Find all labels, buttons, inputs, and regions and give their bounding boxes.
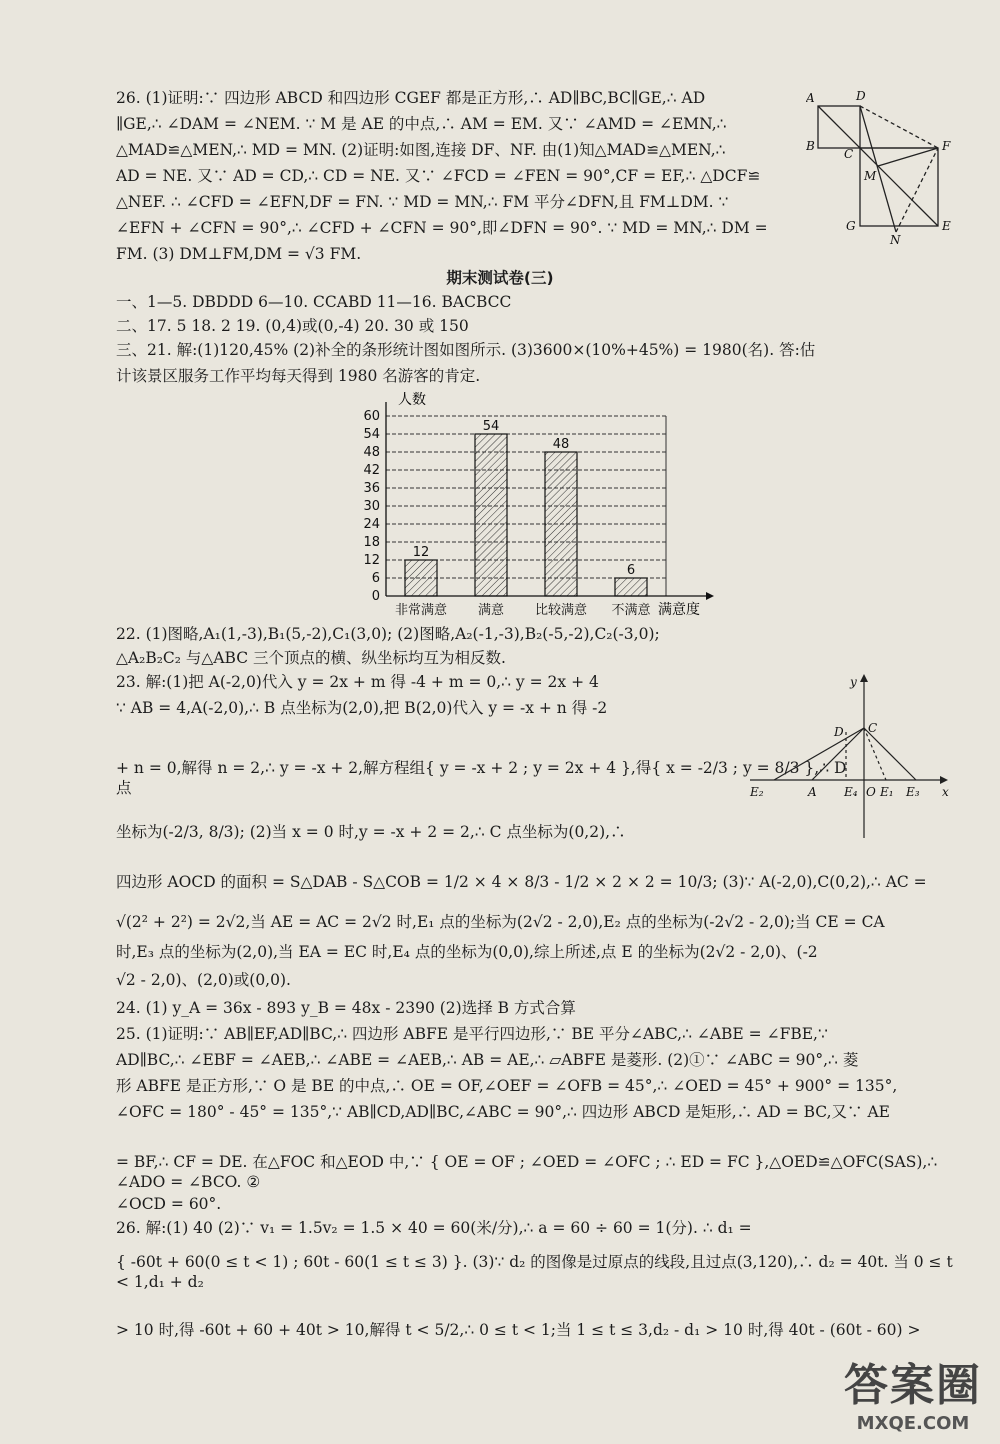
q22-line-2: △A₂B₂C₂ 与△ABC 三个顶点的横、纵坐标均互为相反数. [116,649,506,667]
label-x: x [942,785,949,799]
q25-line-5: = BF,∴ CF = DE. 在△FOC 和△EOD 中,∵ { OE = OF ; ∠OED = ∠OFC ; ∴ ED = FC },△OED≌△OFC(SAS),∴ ∠ADO = ∠BCO. ② [116,1153,938,1191]
label-E: E [942,219,951,233]
chart-x-label: 满意度 [658,602,700,618]
label-G: G [846,219,856,233]
q23-line-1: 23. 解:(1)把 A(-2,0)代入 y = 2x + m 得 -4 + m = 0,∴ y = 2x + 4 [116,673,599,691]
watermark-title: 答案圈 [844,1360,982,1411]
label-E3: E₃ [906,785,920,799]
category-label: 非常满意 [394,603,448,618]
coordinate-figure [746,670,956,840]
q25-line-3: 形 ABFE 是正方形,∵ O 是 BE 的中点,∴ OE = OF,∠OEF = ∠OFB = 45°,∴ ∠OED = 45° + 900° = 135°, [116,1077,898,1095]
q26-proof-line-7: FM. (3) DM⊥FM,DM = √3 FM. [116,245,362,263]
bar [405,560,437,596]
label-E1: E₁ [880,785,894,799]
y-tick-label: 30 [363,499,380,514]
q26-proof-line-1: 26. (1)证明:∵ 四边形 ABCD 和四边形 CGEF 都是正方形,∴ AD∥BC,BC∥GE,∴ AD [116,89,706,107]
q23-line-8: √2 - 2,0)、(2,0)或(0,0). [116,971,291,989]
q25-line-1: 25. (1)证明:∵ AB∥EF,AD∥BC,∴ 四边形 ABFE 是平行四边形,∵ BE 平分∠ABC,∴ ∠ABE = ∠FBE,∵ [116,1025,828,1043]
label-E4: E₄ [844,785,858,799]
bar-value-label: 48 [552,437,570,452]
category-label: 不满意 [611,603,651,618]
y-tick-label: 24 [363,517,380,532]
q23-line-5: 四边形 AOCD 的面积 = S△DAB - S△COB = 1/2 × 4 × 8/3 - 1/2 × 2 × 2 = 10/3; (3)∵ A(-2,0),C(0,2),∴ AC = [116,873,927,891]
q25-line-6: ∠OCD = 60°. [116,1195,222,1213]
y-tick-label: 0 [371,589,380,604]
q22-line-1: 22. (1)图略,A₁(1,-3),B₁(5,-2),C₁(3,0); (2)图略,A₂(-1,-3),B₂(-5,-2),C₂(-3,0); [116,625,660,643]
bar [545,452,577,596]
category-label: 比较满意 [534,603,588,618]
q23-line-6: √(2² + 2²) = 2√2,当 AE = AC = 2√2 时,E₁ 点的坐标为(2√2 - 2,0),E₂ 点的坐标为(-2√2 - 2,0);当 CE = CA [116,913,885,931]
q26-proof-line-4: AD = NE. 又∵ AD = CD,∴ CD = NE. 又∵ ∠FCD = ∠FEN = 90°,CF = EF,∴ △DCF≌ [116,167,761,185]
y-tick-label: 48 [363,445,380,460]
exam-title: 期末测试卷(三) [446,269,554,287]
label-E2: E₂ [750,785,764,799]
label-D2: D [834,725,844,739]
x-axis-arrow [706,592,714,600]
y-tick-label: 12 [363,553,380,568]
chart-y-label: 人数 [398,392,426,408]
watermark-logo [844,1349,982,1434]
label-A2: A [808,785,817,799]
y-tick-label: 42 [363,463,380,478]
q25-line-4: ∠OFC = 180° - 45° = 135°,∵ AB∥CD,AD∥BC,∠ABC = 90°,∴ 四边形 ABCD 是矩形,∴ AD = BC,又∵ AE [116,1103,890,1121]
label-M: M [864,169,877,183]
choice-answers: 一、1—5. DBDDD 6—10. CCABD 11—16. BACBCC [116,293,512,311]
watermark-url: MXQE.COM [856,1413,970,1434]
q26-proof-line-2: ∥GE,∴ ∠DAM = ∠NEM. ∵ M 是 AE 的中点,∴ AM = EM. 又∵ ∠AMD = ∠EMN,∴ [116,115,727,133]
y-tick-label: 36 [363,481,380,496]
bar [475,434,507,596]
y-tick-label: 60 [363,409,380,424]
label-N: N [890,233,901,244]
y-tick-label: 6 [371,571,380,586]
q23-line-2: ∵ AB = 4,A(-2,0),∴ B 点坐标为(2,0),把 B(2,0)代入 y = -x + n 得 -2 [116,699,608,717]
q21-line-1: 三、21. 解:(1)120,45% (2)补全的条形统计图如图所示. (3)3600×(10%+45%) = 1980(名). 答:估 [116,341,816,359]
q23-line-3: + n = 0,解得 n = 2,∴ y = -x + 2,解方程组{ y = -x + 2 ; y = 2x + 4 },得{ x = -2/3 ; y = 8/3 },∴ D 点 [116,759,847,797]
q21-line-2: 计该景区服务工作平均每天得到 1980 名游客的肯定. [116,367,481,385]
label-C2: C [868,721,878,735]
q26-proof-line-3: △MAD≌△MEN,∴ MD = MN. (2)证明:如图,连接 DF、NF. 由(1)知△MAD≌△MEN,∴ [116,141,726,159]
label-A: A [806,91,815,105]
q25-line-2: AD∥BC,∴ ∠EBF = ∠AEB,∴ ∠ABE = ∠AEB,∴ AB = AE,∴ ▱ABFE 是菱形. (2)①∵ ∠ABC = 90°,∴ 菱 [116,1051,859,1069]
label-B: B [806,139,815,153]
bar [615,578,647,596]
square-geometry-figure [806,84,960,244]
y-tick-label: 18 [363,535,380,550]
q26-proof-line-6: ∠EFN + ∠CFN = 90°,∴ ∠CFD + ∠CFN = 90°,即∠DFN = 90°. ∵ MD = MN,∴ DM = [116,219,768,237]
fill-answers: 二、17. 5 18. 2 19. (0,4)或(0,-4) 20. 30 或 150 [116,317,469,335]
label-y: y [850,675,857,689]
bar-value-label: 12 [412,545,430,560]
q26-line-3: > 10 时,得 -60t + 60 + 40t > 10,解得 t < 5/2,∴ 0 ≤ t < 1;当 1 ≤ t ≤ 3,d₂ - d₁ > 10 时,得 40t - (60t - 60) > [116,1321,921,1339]
label-D: D [856,89,866,103]
q26-line-2: { -60t + 60(0 ≤ t < 1) ; 60t - 60(1 ≤ t ≤ 3) }. (3)∵ d₂ 的图像是过原点的线段,且过点(3,120),∴ d₂ = 40t. 当 0 ≤ t < 1,d₁ + d₂ [116,1253,953,1291]
satisfaction-bar-chart [340,384,720,620]
y-tick-label: 54 [363,427,380,442]
q24-line: 24. (1) y_A = 36x - 893 y_B = 48x - 2390 (2)选择 B 方式合算 [116,999,576,1017]
label-F: F [942,139,951,153]
bar-value-label: 54 [482,419,500,434]
q23-line-4: 坐标为(-2/3, 8/3); (2)当 x = 0 时,y = -x + 2 = 2,∴ C 点坐标为(0,2),∴ [116,823,626,841]
q26-proof-line-5: △NEF. ∴ ∠CFD = ∠EFN,DF = FN. ∵ MD = MN,∴ FM 平分∠DFN,且 FM⊥DM. ∵ [116,193,729,211]
label-C: C [844,147,854,161]
q26-line-1: 26. 解:(1) 40 (2)∵ v₁ = 1.5v₂ = 1.5 × 40 = 60(米/分),∴ a = 60 ÷ 60 = 1(分). ∴ d₁ = [116,1219,752,1237]
q23-line-7: 时,E₃ 点的坐标为(2,0),当 EA = EC 时,E₄ 点的坐标为(0,0),综上所述,点 E 的坐标为(2√2 - 2,0)、(-2 [116,943,818,961]
bar-value-label: 6 [626,563,636,578]
category-label: 满意 [477,603,505,618]
label-O: O [866,785,876,799]
